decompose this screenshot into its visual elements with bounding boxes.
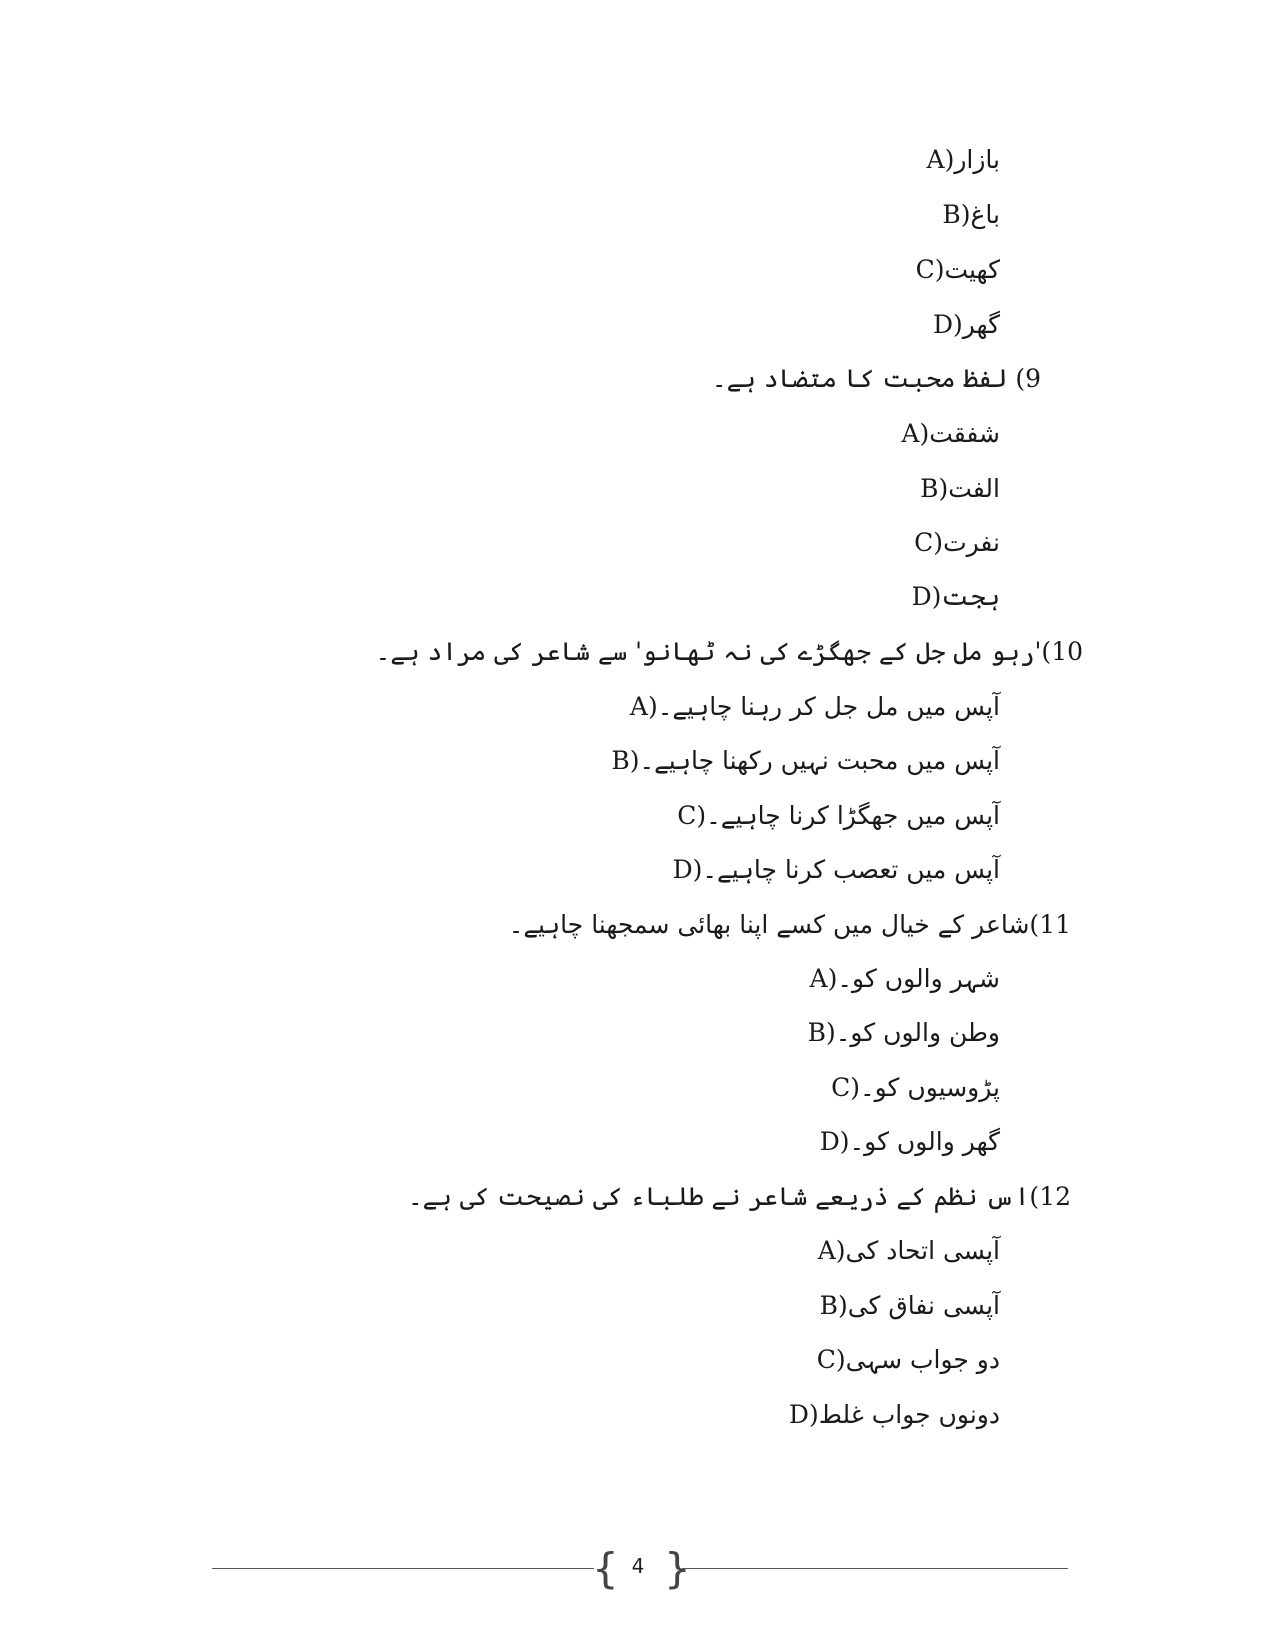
q10-option-c: C)آپس میں جھگڑا کرنا چاہیے۔ — [677, 801, 1000, 830]
q12-option-a: A)آپسی اتحاد کی — [817, 1236, 1000, 1265]
q11-option-d: D)گھر والوں کو۔ — [819, 1127, 1000, 1156]
q11-option-b: B)وطن والوں کو۔ — [807, 1018, 1000, 1047]
q10-option-b: B)آپس میں محبت نہیں رکھنا چاہیے۔ — [611, 746, 1000, 775]
prev-option-b: B)باغ — [942, 200, 1000, 229]
q11-option-c: C)پڑوسیوں کو۔ — [831, 1073, 1000, 1102]
footer-rule-left — [212, 1568, 594, 1569]
question-11: 11)شاعر کے خیال میں کسے اپنا بھائی سمجھنا چاہیے۔ — [508, 910, 1071, 939]
footer-brace-left: { — [592, 1544, 619, 1593]
question-10: 10)'رہو مل جل کے جھگڑے کی نہ ٹھانو' سے شاعر کی مراد ہے۔ — [375, 637, 1083, 666]
q9-option-b: B)الفت — [920, 474, 1000, 503]
question-12: 12)اس نظم کے ذریعے شاعر نے طلباء کی نصیحت کی ہے۔ — [407, 1182, 1071, 1211]
q12-option-b: B)آپسی نفاق کی — [819, 1291, 1000, 1320]
q12-option-d: D)دونوں جواب غلط — [788, 1400, 1000, 1429]
q9-option-c: C)نفرت — [914, 528, 1000, 557]
footer-rule-right — [682, 1568, 1068, 1569]
question-9: 9) لفظ محبت کا متضاد ہے۔ — [711, 364, 1041, 393]
q10-option-a: A)آپس میں مل جل کر رہنا چاہیے۔ — [629, 692, 1000, 721]
q9-option-d: D)ہجت — [911, 582, 1000, 611]
q10-option-d: D)آپس میں تعصب کرنا چاہیے۔ — [672, 855, 1000, 884]
prev-option-d: D)گھر — [932, 310, 1000, 339]
q9-option-a: A)شفقت — [901, 419, 1000, 448]
page-number: 4 — [631, 1554, 645, 1578]
q11-option-a: A)شہر والوں کو۔ — [809, 964, 1000, 993]
footer-brace-right: } — [664, 1544, 691, 1593]
q12-option-c: C)دو جواب سہی — [816, 1345, 1000, 1374]
prev-option-a: A)بازار — [926, 145, 1000, 174]
prev-option-c: C)کھیت — [915, 255, 1000, 284]
